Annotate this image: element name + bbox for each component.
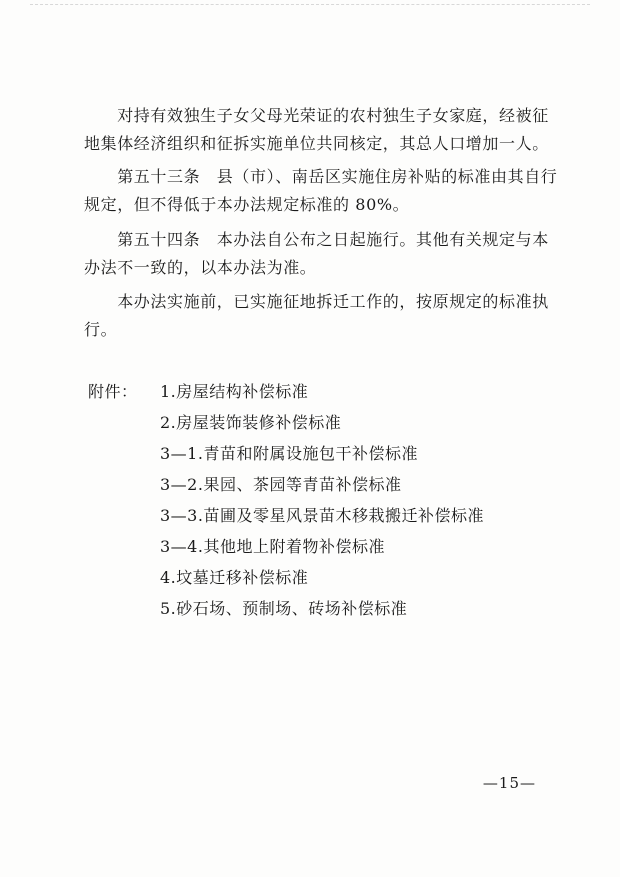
attachment-row <box>88 593 548 624</box>
paragraph-line: 第五十三条 县（市）、南岳区实施住房补贴的标准由其自行 <box>84 167 558 186</box>
paragraph-line: 对持有效独生子女父母光荣证的农村独生子女家庭，经被征 <box>84 106 549 125</box>
attachment-item: 5.砂石场、预制场、砖场补偿标准 <box>160 599 408 618</box>
scan-edge-mark <box>30 4 590 8</box>
paragraph-line: 第五十四条 本办法自公布之日起施行。其他有关规定与本 <box>84 230 549 249</box>
attachment-item: 3—1.青苗和附属设施包干补偿标准 <box>160 444 418 463</box>
attachment-row <box>88 562 548 593</box>
paragraph-transition-rule <box>84 288 549 344</box>
attachment-row <box>88 469 548 500</box>
attachments-label: 附件： <box>88 382 138 401</box>
attachment-item: 3—2.果园、茶园等青苗补偿标准 <box>160 475 402 494</box>
attachment-item: 3—3.苗圃及零星风景苗木移栽搬迁补偿标准 <box>160 506 484 525</box>
paragraph-article-54 <box>84 226 549 282</box>
attachment-item: 1.房屋结构补偿标准 <box>160 382 309 401</box>
attachment-row <box>88 500 548 531</box>
paragraph-line: 行。 <box>84 320 118 339</box>
attachment-item: 4.坟墓迁移补偿标准 <box>160 568 309 587</box>
attachments-list <box>88 376 548 624</box>
paragraph-article-53 <box>84 163 557 219</box>
paragraph-line: 地集体经济组织和征拆实施单位共同核定，其总人口增加一人。 <box>84 134 549 153</box>
paragraph-line: 办法不一致的，以本办法为准。 <box>84 258 317 277</box>
attachment-item: 2.房屋装饰装修补偿标准 <box>160 413 342 432</box>
paragraph-household-increase <box>84 102 549 158</box>
attachment-item: 3—4.其他地上附着物补偿标准 <box>160 537 385 556</box>
paragraph-line: 本办法实施前，已实施征地拆迁工作的，按原规定的标准执 <box>84 292 549 311</box>
paragraph-line: 规定，但不得低于本办法规定标准的 80%。 <box>84 195 410 214</box>
attachment-row <box>88 438 548 469</box>
attachment-row <box>88 376 548 407</box>
page-number: —15— <box>482 774 536 792</box>
attachment-row <box>88 531 548 562</box>
attachment-row <box>88 407 548 438</box>
